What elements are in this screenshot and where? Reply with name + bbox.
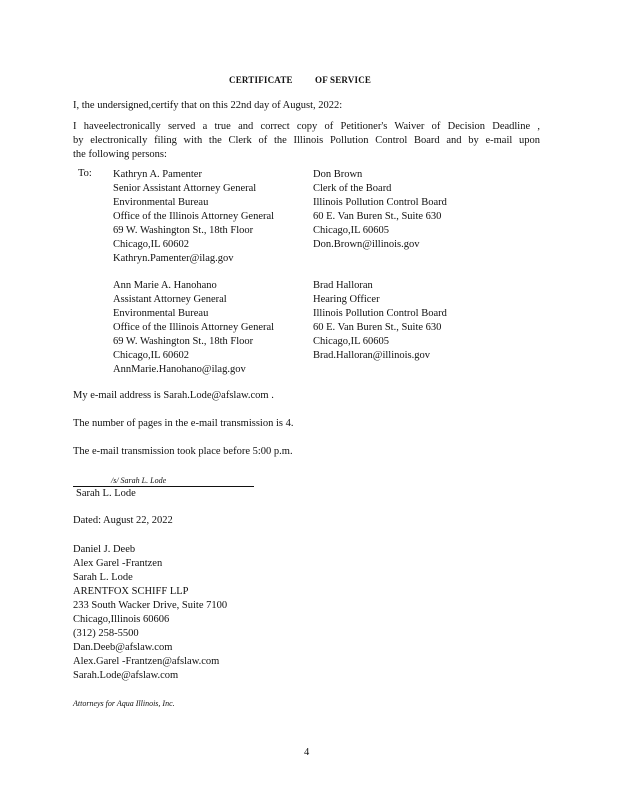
transmission-time-line: The e-mail transmission took place before 5:00 p.m. [73, 446, 293, 457]
recipient-line: Clerk of the Board [313, 183, 392, 194]
recipient-line: 60 E. Van Buren St., Suite 630 [313, 322, 442, 333]
recipient-pamenter [113, 168, 274, 266]
recipient-email: Kathryn.Pamenter@ilag.gov [113, 253, 234, 264]
recipient-line: Illinois Pollution Control Board [313, 308, 447, 319]
email-address-line: My e-mail address is Sarah.Lode@afslaw.com . [73, 390, 274, 401]
recipient-line: Chicago,IL 60605 [313, 225, 390, 236]
recipient-line: Kathryn A. Pamenter [113, 169, 202, 180]
recipient-line: Chicago,IL 60602 [113, 350, 190, 361]
recipient-hanohano [113, 279, 274, 377]
page-number: 4 [304, 747, 310, 758]
counsel-email: Sarah.Lode@afslaw.com [73, 670, 179, 681]
counsel-line: Sarah L. Lode [73, 572, 133, 583]
counsel-email: Dan.Deeb@afslaw.com [73, 642, 173, 653]
signer-name: Sarah L. Lode [76, 488, 136, 499]
recipient-line: Chicago,IL 60605 [313, 336, 390, 347]
recipient-line: Illinois Pollution Control Board [313, 197, 447, 208]
recipient-line: 60 E. Van Buren St., Suite 630 [313, 211, 442, 222]
title-certificate: CERTIFICATE [229, 75, 293, 85]
statement-line: by electronically filing with the Clerk of the Illinois Pollution Control Board and by e-mail upon [73, 135, 540, 146]
recipient-halloran [313, 279, 447, 363]
statement-line: the following persons: [73, 149, 167, 160]
service-statement [73, 120, 540, 162]
intro-line: I, the undersigned,certify that on this 22nd day of August, 2022: [73, 100, 343, 111]
recipient-line: 69 W. Washington St., 18th Floor [113, 225, 254, 236]
counsel-line: 233 South Wacker Drive, Suite 7100 [73, 600, 228, 611]
counsel-block [73, 543, 227, 683]
recipient-email: AnnMarie.Hanohano@ilag.gov [113, 364, 246, 375]
recipient-line: Don Brown [313, 169, 363, 180]
counsel-line: (312) 258-5500 [73, 628, 139, 639]
to-label: To: [78, 168, 92, 179]
recipient-line: Office of the Illinois Attorney General [113, 211, 275, 222]
electronic-signature: /s/ Sarah L. Lode [111, 476, 167, 485]
recipient-brown [313, 168, 447, 252]
recipient-email: Don.Brown@illinois.gov [313, 239, 420, 250]
recipient-line: Chicago,IL 60602 [113, 239, 190, 250]
counsel-line: ARENTFOX SCHIFF LLP [73, 586, 189, 597]
recipient-line: Environmental Bureau [113, 308, 209, 319]
counsel-line: Chicago,Illinois 60606 [73, 614, 170, 625]
recipient-line: Hearing Officer [313, 294, 380, 305]
signature-line [73, 486, 254, 487]
counsel-line: Alex Garel -Frantzen [73, 558, 163, 569]
recipient-line: Ann Marie A. Hanohano [113, 280, 217, 291]
statement-line: I haveelectronically served a true and correct copy of Petitioner's Waiver of Decision Deadline , [73, 121, 540, 132]
counsel-line: Daniel J. Deeb [73, 544, 136, 555]
counsel-email: Alex.Garel -Frantzen@afslaw.com [73, 656, 220, 667]
recipient-line: Office of the Illinois Attorney General [113, 322, 275, 333]
recipient-line: 69 W. Washington St., 18th Floor [113, 336, 254, 347]
recipient-line: Environmental Bureau [113, 197, 209, 208]
dated-line: Dated: August 22, 2022 [73, 515, 173, 526]
recipient-line: Senior Assistant Attorney General [113, 183, 257, 194]
recipient-line: Assistant Attorney General [113, 294, 227, 305]
attorneys-for-line: Attorneys for Aqua Illinois, Inc. [73, 699, 175, 708]
recipient-email: Brad.Halloran@illinois.gov [313, 350, 430, 361]
recipient-line: Brad Halloran [313, 280, 373, 291]
title-of-service: OF SERVICE [315, 75, 372, 85]
page-count-line: The number of pages in the e-mail transmission is 4. [73, 418, 294, 429]
